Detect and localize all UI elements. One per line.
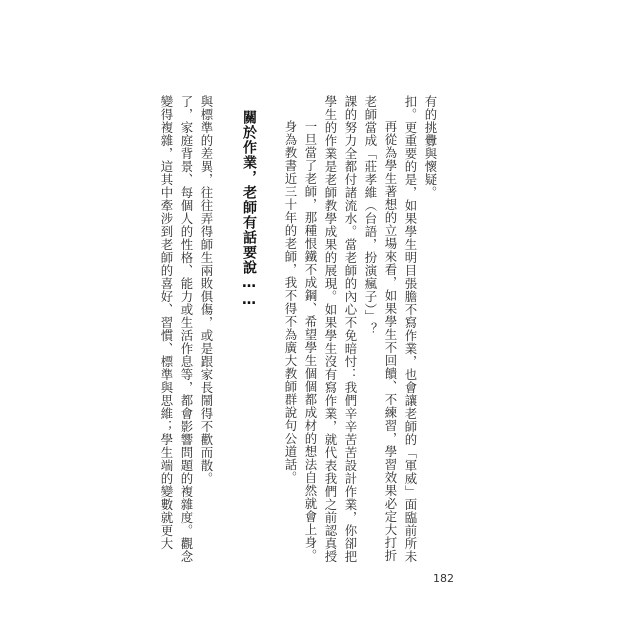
text-column: 了，家庭背景、每個人的性格、能力或生活作息等，都會影響問題的複雜度。觀念 [179,95,194,563]
text-column: 與標準的差異，往往弄得師生兩敗俱傷，或是跟家長鬧得不歡而散。 [199,95,214,485]
text-column: 一旦當了老師，那種恨鐵不成鋼、希望學生個個都成材的想法自然就會上身。 [303,120,318,562]
section-heading: 關於作業，老師有話要說…… [241,110,257,309]
text-column: 變得複雜，這其中牽涉到老師的喜好、習慣、標準與思維；學生端的變數就更大 [159,95,174,550]
text-column: 扣。更重要的是，如果學生明目張膽不寫作業，也會讓老師的「軍威」面臨前所未 [403,95,418,563]
text-column: 學生的作業是老師教學成果的展現。如果學生沒有寫作業，就代表我們之前認真授 [323,95,338,563]
text-column: 課的努力全都付諸流水。當老師的內心不免暗忖：我們辛辛苦苦設計作業，你卻把 [343,95,358,563]
text-column: 有的挑釁與懷疑。 [423,95,438,199]
page-number: 182 [433,572,454,585]
text-column: 身為教書近三十年的老師，我不得不為廣大教師群說句公道話。 [283,120,298,484]
text-column: 老師當成「莊孝維（台語，扮演瘋子）」？ [363,95,378,336]
text-column: 再從為學生著想的立場來看，如果學生不回饋、不練習，學習效果必定大打折 [383,120,398,562]
